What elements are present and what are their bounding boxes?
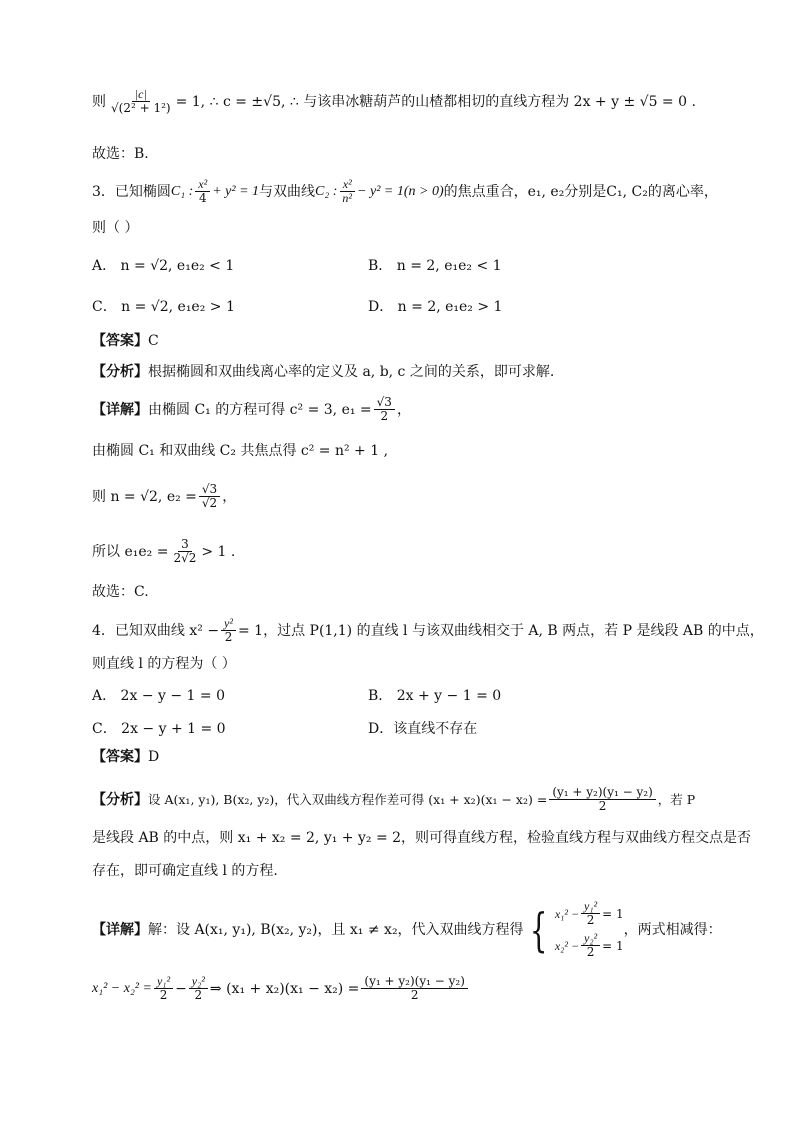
q4-analysis-fraction: $\frac{\text{(y₁ + y₂)(y₁ − y₂)}}{2}$ — [549, 786, 655, 814]
q4-stem-line: 4．已知双曲线 x² − $\frac{\text{y²}}{2}$ = 1，过点 P(1,1) 的直线 l 与该双曲线相交于 A, B 两点，若 P 是线段 AB 的中点， — [92, 616, 764, 645]
q4-equation-system: { x₁² − $\frac{\text{y₁²}}{2}$ = 1 x₂² − $\frac{\text{y₂²}}{2}$ = 1 — [529, 899, 624, 960]
q3-analysis-line: 【分析】 根据椭圆和双曲线离心率的定义及 a, b, c 之间的关系，即可求解. — [92, 364, 555, 380]
q4-detail-line-2: x₁² − x₂² = $\frac{\text{y₁²}}{2}$ − $\frac{\text{y₂²}}{2}$ ⇒ (x₁ + x₂)(x₁ − x₂) = $\frac{\text{(y₁ + y₂)(y₁ − y₂)}}{2}$ — [92, 975, 712, 1003]
q3-ellipse-fraction: $\frac{\text{x²}}{4}$ — [195, 178, 210, 206]
q4-analysis-line-1: 【分析】 设 A(x₁, y₁), B(x₂, y₂)，代入双曲线方程作差可得 (x₁ + x₂)(x₁ − x₂) = $\frac{\text{(y₁ + y₂)(y₁ − y₂)}}{2}$ ，若 P — [92, 785, 696, 814]
q4-answer-line: 【答案】 D — [92, 749, 160, 765]
q2-conclusion-line: 则 $\frac{|c|}{\text{√(2² + 1²)}}$ = 1, ∴ c = ±√5, ∴ 与该串冰糖葫芦的山楂都相切的直线方程为 2x + y ± √5 = 0 . — [92, 87, 696, 116]
q3-stem-line: 3．已知椭圆 C₁ : $\frac{\text{x²}}{4}$ + y² = 1 与双曲线 C₂ : $\frac{\text{x²}}{\text{n²}}$ − y² = 1(n > 0) 的焦点重合，e₁, e₂分别是C₁, C₂的离心率， — [92, 177, 718, 206]
q4-system-row2-fraction: $\frac{\text{y₂²}}{2}$ — [581, 932, 600, 960]
q3-option-d: D． n = 2, e₁e₂ > 1 — [368, 299, 503, 315]
q4-detail-fraction-2: $\frac{\text{y₂²}}{2}$ — [189, 975, 208, 1003]
q3-detail-line-2: 由椭圆 C₁ 和双曲线 C₂ 共焦点得 c² = n² + 1 , — [92, 443, 389, 459]
q4-detail-fraction-3: $\frac{\text{(y₁ + y₂)(y₁ − y₂)}}{2}$ — [361, 975, 467, 1003]
q2-distance-fraction: $\frac{|c|}{\text{√(2² + 1²)}}$ — [111, 87, 171, 116]
q4-detail-line-1: 【详解】 解：设 A(x₁, y₁), B(x₂, y₂)，且 x₁ ≠ x₂，代入双曲线方程得 { x₁² − $\frac{\text{y₁²}}{2}$ = 1 x₂² − $\frac{\text{y₂²}}{2}$ = 1 ，两式相减得： — [92, 899, 722, 960]
q3-detail-line-3: 则 n = √2, e₂ = $\frac{√3}{√2}$ ， — [92, 482, 237, 511]
q3-option-c: C． n = √2, e₁e₂ > 1 — [92, 299, 235, 315]
q4-option-a: A． 2x − y − 1 = 0 — [92, 688, 225, 704]
q2-select-line: 故选：B. — [92, 146, 149, 162]
q4-analysis-line-2: 是线段 AB 的中点，则 x₁ + x₂ = 2, y₁ + y₂ = 2，则可得直线方程，检验直线方程与双曲线方程交点是否 — [92, 830, 752, 846]
q4-hyperbola-fraction: $\frac{\text{y²}}{2}$ — [221, 617, 236, 645]
q3-e1-fraction: $\frac{√3}{2}$ — [374, 396, 395, 424]
q3-option-b: B． n = 2, e₁e₂ < 1 — [368, 258, 502, 274]
q3-product-fraction: $\frac{3}{2√2}$ — [173, 537, 197, 566]
q3-stem-end: 则（ ） — [92, 220, 139, 236]
q3-select-line: 故选：C. — [92, 584, 149, 600]
q3-e2-fraction: $\frac{√3}{√2}$ — [199, 483, 220, 511]
q4-stem-end: 则直线 l 的方程为（ ） — [92, 656, 236, 672]
q3-detail-line-4: 所以 e₁e₂ = $\frac{3}{2√2}$ > 1 . — [92, 537, 236, 566]
q4-detail-fraction-1: $\frac{\text{y₁²}}{2}$ — [154, 975, 173, 1003]
q4-option-c: C． 2x − y + 1 = 0 — [92, 721, 226, 737]
q4-system-row1-fraction: $\frac{\text{y₁²}}{2}$ — [581, 900, 600, 928]
q4-option-d: D．该直线不存在 — [368, 721, 478, 737]
q3-answer-line: 【答案】 C — [92, 333, 159, 349]
q3-hyperbola-fraction: $\frac{\text{x²}}{\text{n²}}$ — [339, 178, 355, 206]
q3-option-a: A． n = √2, e₁e₂ < 1 — [92, 258, 235, 274]
q3-detail-line-1: 【详解】 由椭圆 C₁ 的方程可得 c² = 3, e₁ = $\frac{√3}{2}$ ， — [92, 395, 411, 424]
q4-analysis-line-3: 存在，即可确定直线 l 的方程. — [92, 863, 278, 879]
q4-option-b: B． 2x + y − 1 = 0 — [368, 688, 502, 704]
